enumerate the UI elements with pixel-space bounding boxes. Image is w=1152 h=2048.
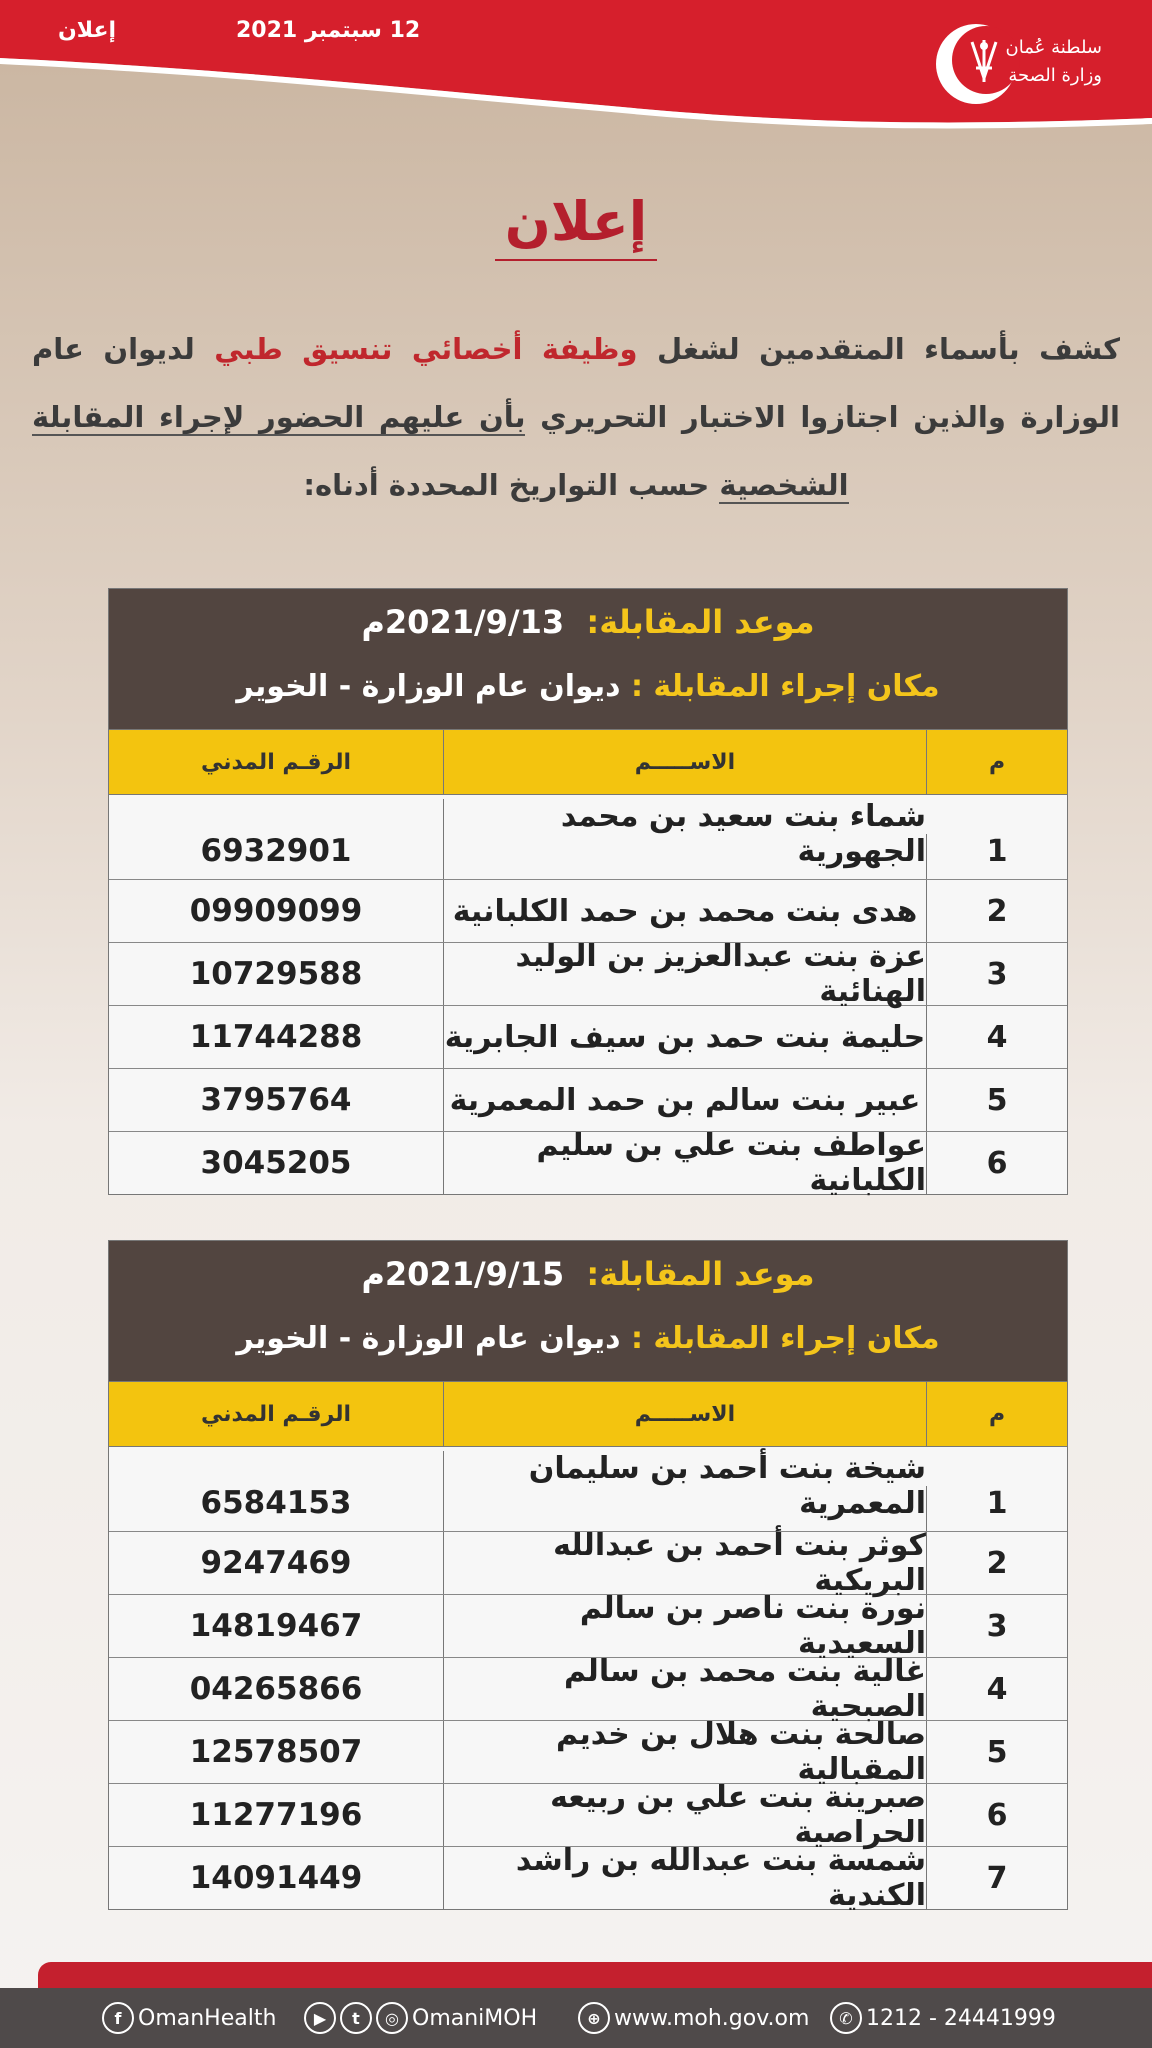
row-civil-id: 09909099 [189,893,363,929]
footer-bar [0,1988,1152,2048]
row-number: 5 [926,1721,1067,1783]
interview-place-label: مكان إجراء المقابلة : [630,1321,940,1356]
row-name: غالية بنت محمد بن سالم الصبحية [443,1658,926,1720]
row-number: 5 [926,1069,1067,1131]
row-number: 1 [926,834,1067,879]
table-header [109,589,1067,729]
row-civil-id: 3045205 [200,1145,352,1181]
row-number: 4 [926,1006,1067,1068]
table-row [109,1780,1067,1850]
table-row [109,939,1067,1009]
interview-date-label: موعد المقابلة: [586,1255,815,1293]
row-name: عبير بنت سالم بن حمد المعمرية [443,1069,926,1131]
interview-date-value: 2021/9/15م [361,1255,565,1293]
table-row [109,1447,1067,1532]
ministry-name [1006,34,1102,90]
table-row [109,880,1067,943]
row-civil-id: 10729588 [189,956,363,992]
row-number: 3 [926,1595,1067,1657]
row-civil-id: 11277196 [189,1797,363,1833]
table-row [109,1069,1067,1132]
table-row [109,1006,1067,1069]
row-name: صالحة بنت هلال بن خديم المقبالية [443,1721,926,1783]
table-body [109,795,1067,1198]
row-name: هدى بنت محمد بن حمد الكلبانية [443,880,926,942]
footer-phone[interactable] [830,2000,1056,2036]
row-civil-id: 3795764 [200,1082,352,1118]
ministry-logo [932,20,1112,112]
row-civil-id: 04265866 [189,1671,363,1707]
row-number: 1 [926,1486,1067,1531]
interview-place-value: ديوان عام الوزارة - الخوير [236,669,621,704]
column-header-name: الاســـــم [443,730,926,794]
header-announcement-tag: إعلان [58,18,117,43]
footer-website[interactable] [578,2000,809,2036]
interview-place [109,1321,1067,1356]
ministry-name-line2: وزارة الصحة [1008,65,1102,86]
interview-place-label: مكان إجراء المقابلة : [630,669,940,704]
row-name: عزة بنت عبدالعزيز بن الوليد الهنائية [443,943,926,1005]
row-civil-id: 6584153 [200,1485,352,1521]
row-number: 3 [926,943,1067,1005]
interview-place-value: ديوان عام الوزارة - الخوير [236,1321,621,1356]
row-number: 2 [926,880,1067,942]
column-header-id: الرقـم المدني [200,749,352,775]
interview-date-label: موعد المقابلة: [586,603,815,641]
row-civil-id: 14819467 [189,1608,363,1644]
intro-part1: كشف بأسماء المتقدمين لشغل [637,332,1120,366]
row-number: 2 [926,1532,1067,1594]
row-name: شمسة بنت عبدالله بن راشد الكندية [443,1847,926,1909]
ministry-name-line1: سلطنة عُمان [1005,37,1102,58]
intro-job-title: وظيفة أخصائي تنسيق طبي [214,332,638,366]
page-title [0,190,1152,253]
footer-red-band [38,1962,1152,1988]
phone-number: 1212 - 24441999 [866,2005,1056,2031]
interview-date [109,1255,1067,1293]
twitter-icon: t [340,2002,372,2034]
intro-paragraph [32,315,1120,519]
column-header-num: م [926,1382,1067,1446]
intro-part3: حسب التواريخ المحددة أدناه: [303,468,720,502]
facebook-icon: f [102,2002,134,2034]
column-header-num: م [926,730,1067,794]
social-handle: OmaniMOH [412,2005,538,2031]
row-civil-id: 14091449 [189,1860,363,1896]
interview-date [109,603,1067,641]
interview-date-value: 2021/9/13م [361,603,565,641]
row-number: 6 [926,1132,1067,1194]
row-civil-id: 11744288 [189,1019,363,1055]
header-date: 12 سبتمبر 2021 [236,18,421,43]
facebook-handle: OmanHealth [138,2005,277,2031]
footer-facebook[interactable] [102,2000,276,2036]
table-row [109,1528,1067,1598]
table-row [109,1843,1067,1913]
table-body [109,1447,1067,1913]
column-headers [109,729,1067,795]
row-number: 4 [926,1658,1067,1720]
phone-icon: ✆ [830,2002,862,2034]
row-name: كوثر بنت أحمد بن عبدالله البريكية [443,1532,926,1594]
column-header-id: الرقـم المدني [200,1401,352,1427]
instagram-icon: ◎ [376,2002,408,2034]
column-header-name: الاســـــم [443,1382,926,1446]
row-civil-id: 6932901 [200,833,352,869]
column-headers [109,1381,1067,1447]
footer-social[interactable] [304,2000,537,2036]
youtube-icon: ▶ [304,2002,336,2034]
row-civil-id: 9247469 [200,1545,352,1581]
table-row [109,1128,1067,1198]
row-name: حليمة بنت حمد بن سيف الجابرية [443,1006,926,1068]
row-name: نورة بنت ناصر بن سالم السعيدية [443,1595,926,1657]
interview-table-1 [108,588,1068,1198]
header-banner [0,0,1152,130]
table-row [109,1717,1067,1787]
row-number: 6 [926,1784,1067,1846]
table-row [109,795,1067,880]
intro-underlined: بأن عليهم الحضور لإجراء المقابلة الشخصية [32,400,849,502]
row-name: عواطف بنت علي بن سليم الكلبانية [443,1132,926,1194]
row-number: 7 [926,1847,1067,1909]
website-url: www.moh.gov.om [614,2005,810,2031]
page-title-text: إعلان [495,190,658,261]
interview-table-2 [108,1240,1068,1913]
table-row [109,1591,1067,1661]
intro-part2: لديوان عام الوزارة والذين اجتازوا الاختبار التحريري [32,332,1121,434]
row-civil-id: 12578507 [189,1734,363,1770]
row-name: شيخة بنت أحمد بن سليمان المعمرية [443,1451,926,1531]
table-row [109,1654,1067,1724]
row-name: شماء بنت سعيد بن محمد الجهورية [443,799,926,879]
table-header [109,1241,1067,1381]
row-name: صبرينة بنت علي بن ربيعه الحراصية [443,1784,926,1846]
interview-place [109,669,1067,704]
globe-icon: ⊕ [578,2002,610,2034]
